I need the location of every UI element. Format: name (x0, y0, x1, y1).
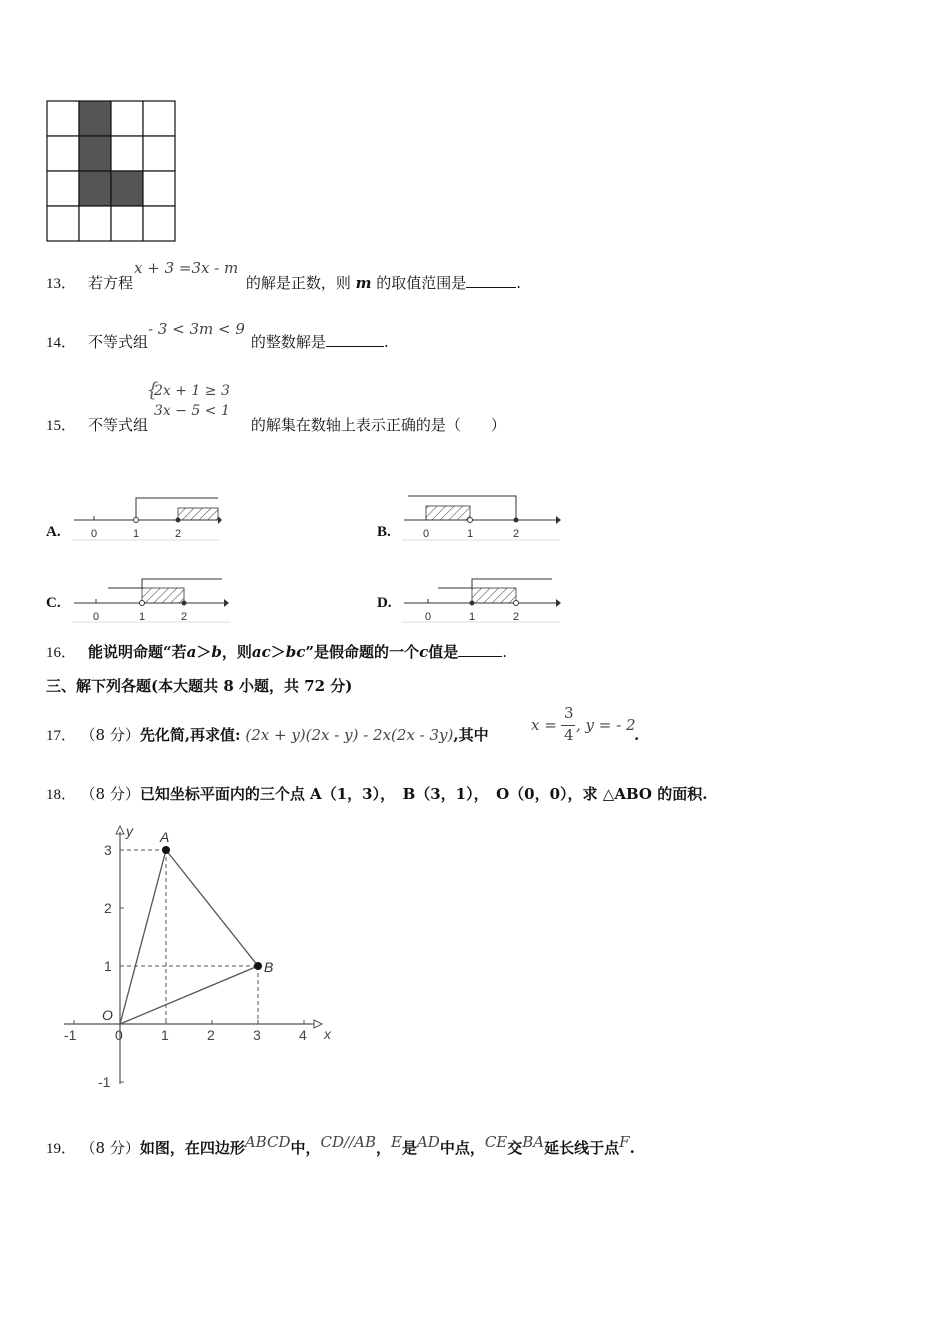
tick-label: 1 (133, 528, 140, 540)
q16-var-b: b (211, 643, 222, 661)
q17-frac-num: 3 (564, 704, 574, 722)
score: （8 分） (88, 726, 140, 744)
closed-point (470, 601, 475, 606)
closed-point (176, 518, 181, 523)
open-point (514, 601, 519, 606)
option-a-label[interactable]: A. (46, 524, 61, 540)
tick-label: 2 (513, 528, 520, 540)
q19-var-ad: AD (416, 1133, 440, 1151)
open-point (134, 518, 139, 523)
triangle-abo (120, 850, 258, 1024)
option-d-numberline[interactable] (402, 574, 564, 626)
q17-expression: (2x + y)(2x - y) - 2x(2x - 3y) (245, 726, 454, 744)
x-tick-label: 4 (299, 1027, 307, 1043)
arrow-icon (224, 599, 229, 607)
answer-blank[interactable] (458, 641, 502, 657)
arrow-icon (218, 516, 222, 524)
q19-text-5: 中点， (439, 1139, 485, 1157)
grid-cell-shaded (111, 171, 143, 206)
tick-label: 1 (467, 528, 474, 540)
answer-blank[interactable] (466, 272, 516, 288)
q14-inequality: - 3 < 3m < 9 (148, 320, 245, 338)
open-point (140, 601, 145, 606)
hatched-region (142, 588, 184, 603)
x-tick-label: 2 (207, 1027, 215, 1043)
question-19 (46, 1133, 635, 1159)
q13-text-b: 的取值范围是 (376, 274, 467, 292)
q18-text: 已知坐标平面内的三个点 A（1，3）， B（3，1）， O（0，0），求 △ABO 的面积. (139, 785, 708, 803)
grid-cell-shaded (79, 171, 111, 206)
grid-cell (47, 136, 79, 171)
tick-label: 0 (425, 611, 432, 623)
grid-figure (46, 100, 176, 243)
q19-var-ba: BA (522, 1133, 545, 1151)
q19-var-ce: CE (484, 1133, 508, 1151)
grid-cell (111, 136, 143, 171)
q15-inequality-2: 3x − 5 < 1 (154, 403, 230, 419)
q16-text-a: 能说明命题“若 (88, 643, 187, 661)
grid-cell (143, 101, 175, 136)
q16-var-a: a (186, 643, 197, 661)
q17-y-eq: , y = - 2 (576, 716, 636, 734)
question-18 (46, 784, 707, 805)
tick-label: 2 (175, 528, 182, 540)
question-number: 18． (46, 787, 77, 803)
q13-end: . (516, 274, 522, 292)
open-point (468, 518, 473, 523)
question-13 (46, 259, 522, 294)
arrow-icon (556, 599, 561, 607)
x-tick-label: -1 (64, 1027, 77, 1043)
hatched-region (426, 506, 470, 520)
q19-end: . (629, 1139, 635, 1157)
closed-point (514, 518, 519, 523)
x-tick-label: 0 (115, 1027, 123, 1043)
tick-label: 1 (469, 611, 476, 623)
question-16 (46, 641, 507, 663)
score: （8 分） (88, 785, 140, 803)
q15-text: 的解集在数轴上表示正确的是（ ） (250, 416, 506, 434)
grid-cell-shaded (79, 101, 111, 136)
q17-mid: ,其中 (453, 726, 489, 744)
point-label-a: A (160, 829, 170, 845)
grid-cell (47, 101, 79, 136)
q19-text-3: ， (375, 1139, 391, 1157)
solution-bracket (438, 579, 552, 588)
x-tick-label: 1 (161, 1027, 169, 1043)
option-c-label[interactable]: C. (46, 595, 61, 611)
q16-text-b: ，则 (221, 643, 252, 661)
q16-text-c: ”是假命题的一个 (305, 643, 420, 661)
tick-label: 1 (139, 611, 146, 623)
question-number: 17． (46, 728, 77, 744)
q17-frac-den: 4 (564, 726, 574, 744)
y-tick-label: 1 (104, 958, 112, 974)
question-17 (46, 704, 640, 746)
question-15 (46, 377, 506, 436)
option-a-numberline[interactable] (72, 494, 222, 544)
option-b-label[interactable]: B. (377, 524, 391, 540)
closed-point (182, 601, 187, 606)
q17-x-eq: x = (531, 716, 557, 734)
solution-bracket (108, 579, 222, 588)
option-d-label[interactable]: D. (377, 595, 392, 611)
tick-label: 0 (93, 611, 100, 623)
y-tick-label: -1 (98, 1074, 111, 1090)
q19-quad: ABCD (244, 1133, 291, 1151)
q14-text: 的整数解是 (250, 333, 326, 351)
q14-prefix: 不等式组 (88, 333, 149, 351)
tick-label: 0 (91, 528, 98, 540)
point-a (162, 846, 170, 854)
section-heading: 三、解下列各题(本大题共 8 小题，共 72 分) (46, 677, 353, 695)
q16-var-bc: bc (285, 643, 306, 661)
q15-prefix: 不等式组 (88, 416, 149, 434)
arrow-icon (556, 516, 561, 524)
x-axis-label: x (324, 1026, 331, 1042)
q16-var-ac: ac (251, 643, 271, 661)
coordinate-figure (56, 822, 336, 1092)
question-number: 19． (46, 1141, 77, 1157)
question-number: 13． (46, 276, 77, 292)
q16-text-d: 值是 (428, 643, 459, 661)
grid-cell (143, 136, 175, 171)
grid-cell (47, 171, 79, 206)
q13-variable: m (355, 274, 372, 292)
q16-gt: ＞ (196, 643, 212, 661)
question-number: 15． (46, 418, 77, 434)
q13-text-a: 的解是正数，则 (245, 274, 351, 292)
point-label-b: B (264, 959, 274, 975)
q19-var-f: F (619, 1133, 630, 1151)
y-tick-label: 3 (104, 842, 112, 858)
q16-gt: ＞ (270, 643, 286, 661)
option-b-numberline[interactable] (402, 490, 564, 544)
q19-parallel: CD//AB (320, 1133, 376, 1151)
grid-cell (143, 171, 175, 206)
tick-label: 2 (181, 611, 188, 623)
point-b (254, 962, 262, 970)
q16-var-c: c (419, 643, 429, 661)
q16-end: . (502, 643, 507, 661)
brace-icon: { (146, 377, 159, 401)
q19-text-2: 中， (290, 1139, 321, 1157)
question-14 (46, 320, 389, 353)
q17-end: . (634, 726, 640, 744)
grid-cell (111, 101, 143, 136)
question-number: 14． (46, 335, 77, 351)
hatched-region (472, 588, 516, 603)
hatched-region (178, 508, 218, 520)
q14-end: . (383, 333, 389, 351)
q19-var-e: E (390, 1133, 402, 1151)
grid-cell (47, 206, 79, 241)
grid-cell (111, 206, 143, 241)
answer-blank[interactable] (326, 331, 384, 347)
tick-label: 0 (423, 528, 430, 540)
q19-text-7: 延长线于点 (544, 1139, 620, 1157)
tick-label: 2 (513, 611, 520, 623)
q19-text-4: 是 (401, 1139, 417, 1157)
grid-cell (143, 206, 175, 241)
score: （8 分） (88, 1139, 140, 1157)
grid-cell-shaded (79, 136, 111, 171)
q13-equation: x + 3 =3x - m (134, 259, 239, 277)
q13-prefix: 若方程 (88, 274, 134, 292)
q17-prefix: 先化简,再求值: (139, 726, 241, 744)
option-c-numberline[interactable] (72, 574, 234, 626)
q19-text-6: 交 (507, 1139, 523, 1157)
grid-cell (79, 206, 111, 241)
point-label-o: O (102, 1007, 113, 1023)
x-arrow-icon (314, 1020, 322, 1028)
y-tick-label: 2 (104, 900, 112, 916)
question-number: 16． (46, 645, 77, 661)
q15-inequality-1: 2x + 1 ≥ 3 (154, 383, 230, 399)
q19-text-1: 如图，在四边形 (139, 1139, 245, 1157)
x-tick-label: 3 (253, 1027, 261, 1043)
y-axis-label: y (126, 823, 133, 839)
